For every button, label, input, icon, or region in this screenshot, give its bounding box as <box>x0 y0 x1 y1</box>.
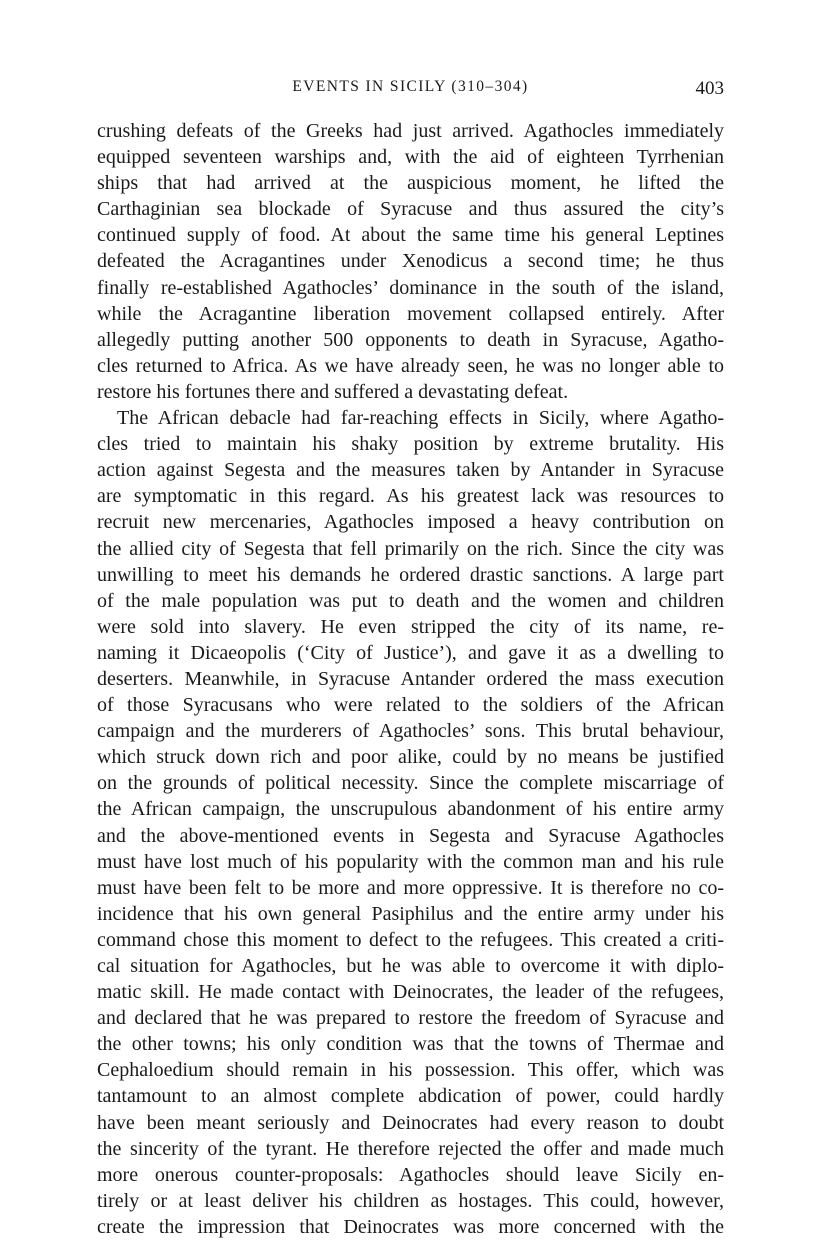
page-number: 403 <box>695 78 724 99</box>
text-line: while the Acragantine liberation movement collapsed entirely. After <box>97 302 724 325</box>
text-line: action against Segesta and the measures taken by Antander in Syracuse <box>97 459 724 482</box>
text-line: crushing defeats of the Greeks had just arrived. Agathocles immediately <box>97 120 724 142</box>
text-line: equipped seventeen warships and, with the aid of eighteen Tyrrhenian <box>97 146 724 169</box>
text-line: continued supply of food. At about the same time his general Leptines <box>97 224 724 247</box>
text-line: Carthaginian sea blockade of Syracuse and thus assured the city’s <box>97 198 724 221</box>
text-line: on the grounds of political necessity. Since the complete miscarriage of <box>97 772 724 795</box>
text-line: incidence that his own general Pasiphilus and the entire army under his <box>97 902 724 925</box>
text-line: campaign and the murderers of Agathocles’ sons. This brutal behaviour, <box>97 720 724 743</box>
text-line: and the above-mentioned events in Segesta and Syracuse Agathocles <box>97 824 724 847</box>
text-line: ships that had arrived at the auspicious moment, he lifted the <box>97 172 724 195</box>
text-line: recruit new mercenaries, Agathocles imposed a heavy contribution on <box>97 511 724 534</box>
text-line: tantamount to an almost complete abdication of power, could hardly <box>97 1085 724 1108</box>
text-line: and declared that he was prepared to restore the freedom of Syracuse and <box>97 1007 724 1030</box>
text-line: The African debacle had far-reaching effects in Sicily, where Agatho- <box>117 407 724 430</box>
text-line: must have lost much of his popularity with the common man and his rule <box>97 850 724 873</box>
text-line: which struck down rich and poor alike, could by no means be justified <box>97 746 724 769</box>
text-line: must have been felt to be more and more oppressive. It is therefore no co- <box>97 876 724 899</box>
text-line: are symptomatic in this regard. As his greatest lack was resources to <box>97 485 724 508</box>
text-line: of the male population was put to death and the women and children <box>97 589 724 612</box>
text-line: create the impression that Deinocrates was more concerned with the <box>97 1215 724 1238</box>
text-line: matic skill. He made contact with Deinocrates, the leader of the refugees, <box>97 981 724 1004</box>
running-head: EVENTS IN SICILY (310–304) <box>292 78 529 95</box>
text-line: tirely or at least deliver his children as hostages. This could, however, <box>97 1189 724 1212</box>
text-line: restore his fortunes there and suffered a devastating defeat. <box>97 380 569 403</box>
text-line: cles tried to maintain his shaky position by extreme brutality. His <box>97 433 724 456</box>
text-line: have been meant seriously and Deinocrates had every reason to doubt <box>97 1111 724 1134</box>
text-line: allegedly putting another 500 opponents to death in Syracuse, Agatho- <box>97 328 724 351</box>
text-line: unwilling to meet his demands he ordered drastic sanctions. A large part <box>97 563 724 586</box>
text-line: finally re-established Agathocles’ dominance in the south of the island, <box>97 276 724 299</box>
text-line: of those Syracusans who were related to the soldiers of the African <box>97 694 724 717</box>
text-line: were sold into slavery. He even stripped the city of its name, re- <box>97 615 724 638</box>
body-text <box>97 118 724 1240</box>
text-line: defeated the Acragantines under Xenodicus a second time; he thus <box>97 250 724 273</box>
text-line: cles returned to Africa. As we have already seen, he was no longer able to <box>97 354 724 377</box>
text-line: naming it Dicaeopolis (‘City of Justice’), and gave it as a dwelling to <box>97 641 724 664</box>
text-line: command chose this moment to defect to the refugees. This created a criti- <box>97 928 724 951</box>
text-line: the sincerity of the tyrant. He therefore rejected the offer and made much <box>97 1137 724 1160</box>
text-line: more onerous counter-proposals: Agathocles should leave Sicily en- <box>97 1163 724 1186</box>
text-line: deserters. Meanwhile, in Syracuse Antander ordered the mass execution <box>97 667 724 690</box>
text-line: Cephaloedium should remain in his possession. This offer, which was <box>97 1059 724 1082</box>
text-line: the allied city of Segesta that fell primarily on the rich. Since the city was <box>97 537 724 560</box>
text-line: the African campaign, the unscrupulous abandonment of his entire army <box>97 798 724 821</box>
page-header <box>97 78 724 102</box>
text-line: cal situation for Agathocles, but he was able to overcome it with diplo- <box>97 955 724 977</box>
text-line: the other towns; his only condition was that the towns of Thermae and <box>97 1033 724 1056</box>
